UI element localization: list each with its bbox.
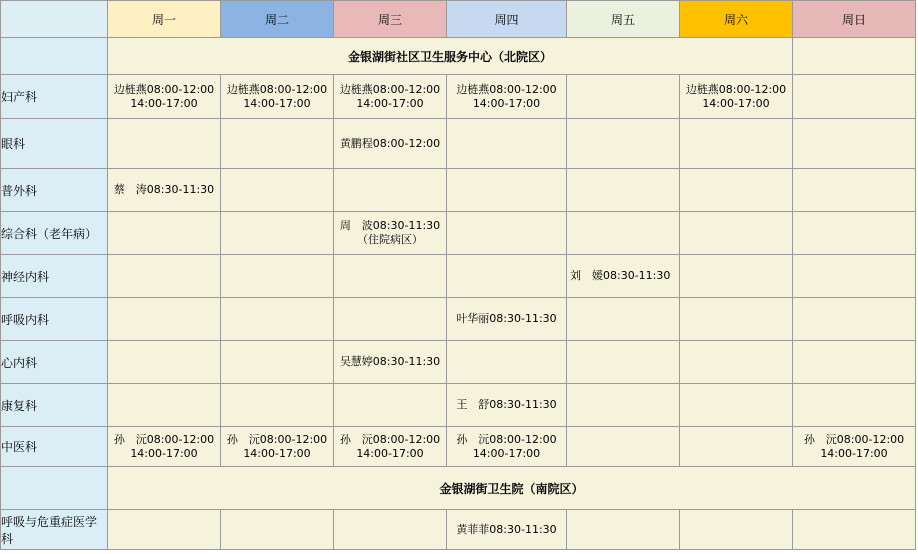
schedule-cell[interactable] xyxy=(793,212,916,255)
schedule-cell[interactable] xyxy=(221,384,334,427)
day-header-mon[interactable]: 周一 xyxy=(108,1,221,38)
cell-line: 边梿燕08:00-12:00 xyxy=(456,82,557,96)
schedule-cell[interactable] xyxy=(334,75,447,119)
cell-line: 蔡 涛08:30-11:30 xyxy=(113,183,215,196)
schedule-cell[interactable] xyxy=(793,341,916,384)
cell-line: 边梿燕08:00-12:00 xyxy=(685,82,787,96)
schedule-cell[interactable] xyxy=(108,255,221,298)
schedule-cell[interactable] xyxy=(680,298,793,341)
cell-line: 14:00-17:00 xyxy=(243,446,311,460)
dept-label-yanke[interactable]: 眼科 xyxy=(1,119,108,169)
schedule-cell[interactable] xyxy=(221,212,334,255)
cell-line: 边梿燕08:00-12:00 xyxy=(339,82,441,96)
cell-line: 叶华丽08:30-11:30 xyxy=(456,312,557,325)
section-row-south xyxy=(1,467,916,510)
schedule-cell[interactable] xyxy=(447,298,567,341)
schedule-cell[interactable] xyxy=(567,510,680,550)
schedule-cell[interactable] xyxy=(447,510,567,550)
cell-line: 吴慧婷08:30-11:30 xyxy=(339,355,441,368)
schedule-cell[interactable] xyxy=(447,169,567,212)
cell-line: 王 舒08:30-11:30 xyxy=(456,398,557,411)
section-title-north[interactable]: 金银湖街社区卫生服务中心（北院区） xyxy=(108,38,793,75)
schedule-cell[interactable] xyxy=(793,255,916,298)
table-row xyxy=(1,298,916,341)
schedule-cell[interactable] xyxy=(108,510,221,550)
cell-line: 14:00-17:00 xyxy=(356,446,424,460)
cell-line: 14:00-17:00 xyxy=(820,446,888,460)
cell-line: 14:00-17:00 xyxy=(702,96,770,110)
dept-label-huxi[interactable]: 呼吸内科 xyxy=(1,298,108,341)
dept-label-line: 呼吸与危重症医学 xyxy=(1,514,98,529)
schedule-cell[interactable] xyxy=(793,384,916,427)
cell-line: 14:00-17:00 xyxy=(130,446,198,460)
schedule-cell[interactable] xyxy=(221,255,334,298)
dept-label-zhongyi[interactable]: 中医科 xyxy=(1,427,108,467)
schedule-cell[interactable] xyxy=(793,75,916,119)
schedule-cell[interactable] xyxy=(567,341,680,384)
schedule-cell[interactable] xyxy=(447,212,567,255)
dept-label-xinnei[interactable]: 心内科 xyxy=(1,341,108,384)
schedule-cell[interactable] xyxy=(334,255,447,298)
schedule-cell[interactable] xyxy=(680,255,793,298)
schedule-cell[interactable] xyxy=(680,341,793,384)
cell-line: 黄鹏程08:00-12:00 xyxy=(339,136,441,150)
schedule-cell[interactable] xyxy=(334,169,447,212)
cell-line: 14:00-17:00 xyxy=(472,446,541,460)
table-row xyxy=(1,169,916,212)
schedule-cell[interactable] xyxy=(334,510,447,550)
schedule-cell[interactable] xyxy=(447,255,567,298)
schedule-cell[interactable] xyxy=(334,298,447,341)
schedule-cell[interactable] xyxy=(221,427,334,467)
section-left-cell xyxy=(1,38,108,75)
day-header-tue[interactable]: 周二 xyxy=(221,1,334,38)
schedule-cell[interactable] xyxy=(567,427,680,467)
table-row xyxy=(1,384,916,427)
schedule-cell[interactable] xyxy=(567,75,680,119)
schedule-cell[interactable] xyxy=(447,119,567,169)
schedule-cell[interactable] xyxy=(108,169,221,212)
table-row xyxy=(1,212,916,255)
cell-line: 14:00-17:00 xyxy=(356,96,424,110)
table-row xyxy=(1,510,916,550)
table-row xyxy=(1,119,916,169)
schedule-cell[interactable] xyxy=(447,427,567,467)
table-row xyxy=(1,341,916,384)
schedule-cell[interactable] xyxy=(108,119,221,169)
schedule-cell[interactable] xyxy=(680,427,793,467)
schedule-cell[interactable] xyxy=(108,384,221,427)
schedule-cell[interactable] xyxy=(221,75,334,119)
day-header-fri[interactable]: 周五 xyxy=(567,1,680,38)
schedule-cell[interactable] xyxy=(793,427,916,467)
table-row xyxy=(1,427,916,467)
schedule-cell[interactable] xyxy=(567,119,680,169)
schedule-cell[interactable] xyxy=(680,384,793,427)
header-row xyxy=(1,1,916,38)
cell-line: 边梿燕08:00-12:00 xyxy=(226,82,328,96)
schedule-cell[interactable] xyxy=(680,212,793,255)
day-header-thu[interactable]: 周四 xyxy=(447,1,567,38)
day-header-wed[interactable]: 周三 xyxy=(334,1,447,38)
table-row xyxy=(1,255,916,298)
dept-label-fuchan[interactable]: 妇产科 xyxy=(1,75,108,119)
schedule-cell[interactable] xyxy=(793,119,916,169)
schedule-cell[interactable] xyxy=(221,298,334,341)
cell-line: 刘 媛08:30-11:30 xyxy=(570,269,671,282)
schedule-cell[interactable] xyxy=(793,510,916,550)
day-header-sun[interactable]: 周日 xyxy=(793,1,916,38)
cell-line: （住院病区） xyxy=(357,233,423,246)
schedule-cell[interactable] xyxy=(334,341,447,384)
schedule-cell[interactable] xyxy=(793,169,916,212)
cell-line: 14:00-17:00 xyxy=(243,96,311,110)
schedule-cell[interactable] xyxy=(334,384,447,427)
schedule-cell[interactable] xyxy=(221,119,334,169)
cell-line: 孙 沅08:00-12:00 xyxy=(456,432,557,446)
schedule-cell[interactable] xyxy=(680,119,793,169)
section-left-cell xyxy=(1,467,108,510)
cell-line: 孙 沅08:00-12:00 xyxy=(113,432,215,446)
cell-line: 孙 沅08:00-12:00 xyxy=(803,432,905,446)
schedule-cell[interactable] xyxy=(567,212,680,255)
section-right-cell xyxy=(793,38,916,75)
schedule-cell[interactable] xyxy=(447,75,567,119)
table-row xyxy=(1,75,916,119)
schedule-cell[interactable] xyxy=(793,298,916,341)
schedule-cell[interactable] xyxy=(108,298,221,341)
schedule-cell[interactable] xyxy=(334,427,447,467)
section-row-north xyxy=(1,38,916,75)
cell-line: 孙 沅08:00-12:00 xyxy=(226,432,328,446)
section-title-south[interactable]: 金银湖街卫生院（南院区） xyxy=(108,467,916,510)
dept-label-shenjing[interactable]: 神经内科 xyxy=(1,255,108,298)
cell-line: 孙 沅08:00-12:00 xyxy=(339,432,441,446)
schedule-cell[interactable] xyxy=(680,169,793,212)
schedule-cell[interactable] xyxy=(567,298,680,341)
cell-line: 黄菲菲08:30-11:30 xyxy=(456,522,557,536)
cell-line: 14:00-17:00 xyxy=(130,96,198,110)
schedule-cell[interactable] xyxy=(221,510,334,550)
corner-cell xyxy=(1,1,108,38)
schedule-cell[interactable] xyxy=(567,169,680,212)
cell-line: 14:00-17:00 xyxy=(472,96,541,110)
day-header-sat[interactable]: 周六 xyxy=(680,1,793,38)
dept-label-kangfu[interactable]: 康复科 xyxy=(1,384,108,427)
schedule-cell[interactable] xyxy=(447,384,567,427)
schedule-cell[interactable] xyxy=(567,255,680,298)
schedule-cell[interactable] xyxy=(680,510,793,550)
schedule-cell[interactable] xyxy=(108,427,221,467)
schedule-cell[interactable] xyxy=(567,384,680,427)
cell-line: 边梿燕08:00-12:00 xyxy=(113,82,215,96)
dept-label-zonghe[interactable]: 综合科（老年病） xyxy=(1,212,108,255)
schedule-cell[interactable] xyxy=(108,212,221,255)
schedule-cell[interactable] xyxy=(108,341,221,384)
schedule-cell[interactable] xyxy=(334,119,447,169)
dept-label-puwai[interactable]: 普外科 xyxy=(1,169,108,212)
schedule-cell[interactable] xyxy=(334,212,447,255)
schedule-cell[interactable] xyxy=(221,169,334,212)
dept-label-huxiwei[interactable] xyxy=(1,510,108,550)
dept-label-line: 科 xyxy=(1,531,14,546)
schedule-cell[interactable] xyxy=(447,341,567,384)
cell-line: 周 波08:30-11:30 xyxy=(339,219,441,232)
schedule-cell[interactable] xyxy=(108,75,221,119)
schedule-cell[interactable] xyxy=(680,75,793,119)
schedule-cell[interactable] xyxy=(221,341,334,384)
